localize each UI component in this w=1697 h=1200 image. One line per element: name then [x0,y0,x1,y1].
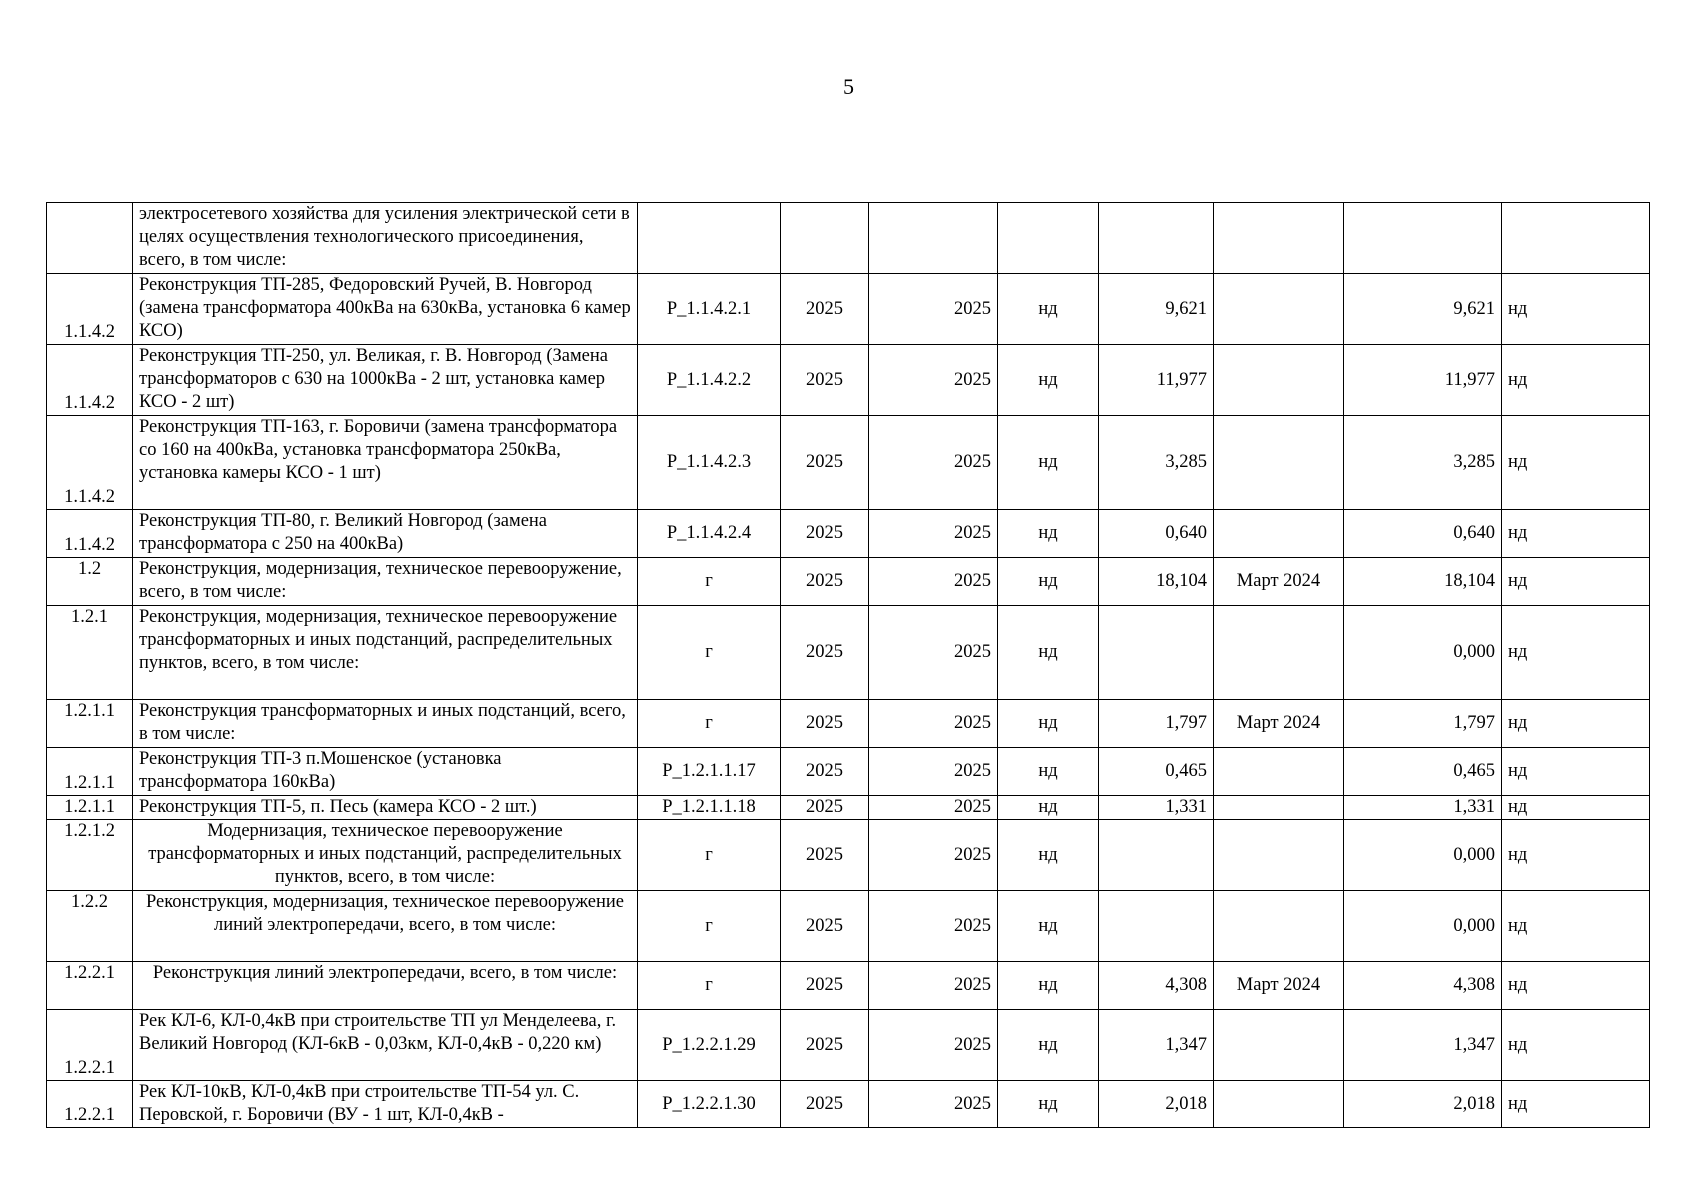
nd-cell: нд [998,606,1099,700]
nd2-cell: нд [1502,345,1650,416]
row-number: 1.2.1 [47,606,133,700]
value-cell: 18,104 [1099,558,1214,606]
project-name: Рек КЛ-6, КЛ-0,4кВ при строительстве ТП ул Менделеева, г. Великий Новгород (КЛ-6кВ - 0,03км, КЛ-0,4кВ - 0,220 км) [133,1010,638,1081]
year-start [781,203,869,274]
nd2-cell: нд [1502,274,1650,345]
value2-cell: 1,331 [1344,796,1502,820]
nd-cell: нд [998,558,1099,606]
value-cell: 1,331 [1099,796,1214,820]
year-end: 2025 [869,510,998,558]
nd2-cell: нд [1502,962,1650,1010]
date-cell [1214,510,1344,558]
project-code: г [638,606,781,700]
year-start: 2025 [781,891,869,962]
project-name: Реконструкция ТП-250, ул. Великая, г. В. Новгород (Замена трансформаторов с 630 на 1000кВа - 2 шт, установка камер КСО - 2 шт) [133,345,638,416]
row-number: 1.1.4.2 [47,274,133,345]
nd-cell: нд [998,796,1099,820]
year-end: 2025 [869,962,998,1010]
project-code [638,203,781,274]
nd2-cell: нд [1502,510,1650,558]
year-end: 2025 [869,274,998,345]
year-start: 2025 [781,416,869,510]
year-end: 2025 [869,558,998,606]
nd2-cell [1502,203,1650,274]
project-code: г [638,700,781,748]
row-number: 1.2.2.1 [47,1010,133,1081]
year-start: 2025 [781,274,869,345]
project-code: г [638,962,781,1010]
row-number: 1.1.4.2 [47,510,133,558]
table-row [47,700,1650,748]
nd-cell: нд [998,700,1099,748]
value-cell [1099,203,1214,274]
value-cell [1099,820,1214,891]
year-start: 2025 [781,558,869,606]
table-row [47,1010,1650,1081]
project-name: Реконструкция, модернизация, техническое перевооружение линий электропередачи, всего, в том числе: [133,891,638,962]
table-row [47,748,1650,796]
nd2-cell: нд [1502,796,1650,820]
project-name: Реконструкция, модернизация, техническое перевооружение трансформаторных и иных подстанций, распределительных пунктов, всего, в том числе: [133,606,638,700]
year-start: 2025 [781,962,869,1010]
year-end: 2025 [869,1081,998,1128]
project-name: Реконструкция ТП-285, Федоровский Ручей, В. Новгород (замена трансформатора 400кВа на 630кВа, установка 6 камер КСО) [133,274,638,345]
project-name: Реконструкция линий электропередачи, всего, в том числе: [133,962,638,1010]
nd-cell [998,203,1099,274]
value-cell: 3,285 [1099,416,1214,510]
year-start: 2025 [781,510,869,558]
project-code: P_1.2.1.1.17 [638,748,781,796]
value2-cell: 18,104 [1344,558,1502,606]
year-end: 2025 [869,1010,998,1081]
nd-cell: нд [998,345,1099,416]
project-name: Модернизация, техническое перевооружение трансформаторных и иных подстанций, распределительных пунктов, всего, в том числе: [133,820,638,891]
nd-cell: нд [998,1010,1099,1081]
date-cell: Март 2024 [1214,700,1344,748]
row-number: 1.2.1.1 [47,700,133,748]
year-start: 2025 [781,700,869,748]
value2-cell: 9,621 [1344,274,1502,345]
date-cell [1214,345,1344,416]
project-code: P_1.1.4.2.4 [638,510,781,558]
row-number: 1.2.1.1 [47,748,133,796]
table-row [47,962,1650,1010]
nd-cell: нд [998,1081,1099,1128]
table-row [47,891,1650,962]
nd2-cell: нд [1502,891,1650,962]
project-name: Реконструкция трансформаторных и иных подстанций, всего, в том числе: [133,700,638,748]
nd-cell: нд [998,820,1099,891]
date-cell [1214,416,1344,510]
nd-cell: нд [998,748,1099,796]
page-number: 5 [843,74,854,99]
value2-cell: 2,018 [1344,1081,1502,1128]
year-start: 2025 [781,1081,869,1128]
table-row [47,558,1650,606]
table-row [47,416,1650,510]
value2-cell: 0,465 [1344,748,1502,796]
value2-cell: 0,640 [1344,510,1502,558]
value2-cell: 3,285 [1344,416,1502,510]
project-code: г [638,820,781,891]
nd2-cell: нд [1502,820,1650,891]
year-end: 2025 [869,891,998,962]
table-row [47,203,1650,274]
nd-cell: нд [998,274,1099,345]
row-number: 1.2.2 [47,891,133,962]
year-end: 2025 [869,345,998,416]
year-end [869,203,998,274]
table-row [47,796,1650,820]
year-end: 2025 [869,700,998,748]
date-cell [1214,274,1344,345]
year-start: 2025 [781,1010,869,1081]
year-start: 2025 [781,820,869,891]
value2-cell: 0,000 [1344,606,1502,700]
row-number: 1.2.1.2 [47,820,133,891]
date-cell [1214,891,1344,962]
value-cell: 11,977 [1099,345,1214,416]
value-cell: 4,308 [1099,962,1214,1010]
project-name: Реконструкция ТП-5, п. Песь (камера КСО - 2 шт.) [133,796,638,820]
row-number: 1.2.2.1 [47,962,133,1010]
value2-cell: 11,977 [1344,345,1502,416]
date-cell: Март 2024 [1214,962,1344,1010]
value-cell: 1,797 [1099,700,1214,748]
date-cell [1214,1010,1344,1081]
row-number: 1.1.4.2 [47,345,133,416]
nd-cell: нд [998,891,1099,962]
row-number: 1.2 [47,558,133,606]
year-end: 2025 [869,796,998,820]
nd2-cell: нд [1502,1010,1650,1081]
year-start: 2025 [781,748,869,796]
year-end: 2025 [869,820,998,891]
nd2-cell: нд [1502,700,1650,748]
value2-cell [1344,203,1502,274]
value-cell [1099,606,1214,700]
nd-cell: нд [998,416,1099,510]
value2-cell: 1,797 [1344,700,1502,748]
project-code: г [638,558,781,606]
project-name: Рек КЛ-10кВ, КЛ-0,4кВ при строительстве ТП-54 ул. С. Перовской, г. Боровичи (ВУ - 1 шт, КЛ-0,4кВ - [133,1081,638,1128]
investment-program-table [46,202,1650,1128]
project-name: электросетевого хозяйства для усиления электрической сети в целях осуществления технологического присоединения, всего, в том числе: [133,203,638,274]
date-cell: Март 2024 [1214,558,1344,606]
year-end: 2025 [869,606,998,700]
project-code: P_1.1.4.2.1 [638,274,781,345]
table-row [47,1081,1650,1128]
table-row [47,510,1650,558]
table-row [47,345,1650,416]
value2-cell: 0,000 [1344,820,1502,891]
date-cell [1214,820,1344,891]
project-name: Реконструкция ТП-3 п.Мошенское (установка трансформатора 160кВа) [133,748,638,796]
nd2-cell: нд [1502,606,1650,700]
project-name: Реконструкция ТП-80, г. Великий Новгород (замена трансформатора с 250 на 400кВа) [133,510,638,558]
value-cell: 1,347 [1099,1010,1214,1081]
year-start: 2025 [781,606,869,700]
project-name: Реконструкция, модернизация, техническое перевооружение, всего, в том числе: [133,558,638,606]
value-cell: 0,640 [1099,510,1214,558]
date-cell [1214,796,1344,820]
date-cell [1214,203,1344,274]
project-name: Реконструкция ТП-163, г. Боровичи (замена трансформатора со 160 на 400кВа, установка трансформатора 250кВа, установка камеры КСО - 1 шт) [133,416,638,510]
value2-cell: 0,000 [1344,891,1502,962]
project-code: г [638,891,781,962]
year-start: 2025 [781,796,869,820]
row-number [47,203,133,274]
value-cell: 0,465 [1099,748,1214,796]
nd2-cell: нд [1502,416,1650,510]
project-code: P_1.2.2.1.30 [638,1081,781,1128]
nd-cell: нд [998,510,1099,558]
year-start: 2025 [781,345,869,416]
table-row [47,606,1650,700]
table-row [47,274,1650,345]
value-cell: 9,621 [1099,274,1214,345]
project-code: P_1.2.2.1.29 [638,1010,781,1081]
nd-cell: нд [998,962,1099,1010]
value-cell: 2,018 [1099,1081,1214,1128]
value-cell [1099,891,1214,962]
row-number: 1.1.4.2 [47,416,133,510]
value2-cell: 4,308 [1344,962,1502,1010]
project-code: P_1.2.1.1.18 [638,796,781,820]
nd2-cell: нд [1502,558,1650,606]
date-cell [1214,606,1344,700]
row-number: 1.2.1.1 [47,796,133,820]
nd2-cell: нд [1502,1081,1650,1128]
date-cell [1214,1081,1344,1128]
date-cell [1214,748,1344,796]
nd2-cell: нд [1502,748,1650,796]
row-number: 1.2.2.1 [47,1081,133,1128]
year-end: 2025 [869,416,998,510]
year-end: 2025 [869,748,998,796]
project-code: P_1.1.4.2.3 [638,416,781,510]
project-code: P_1.1.4.2.2 [638,345,781,416]
table-row [47,820,1650,891]
value2-cell: 1,347 [1344,1010,1502,1081]
